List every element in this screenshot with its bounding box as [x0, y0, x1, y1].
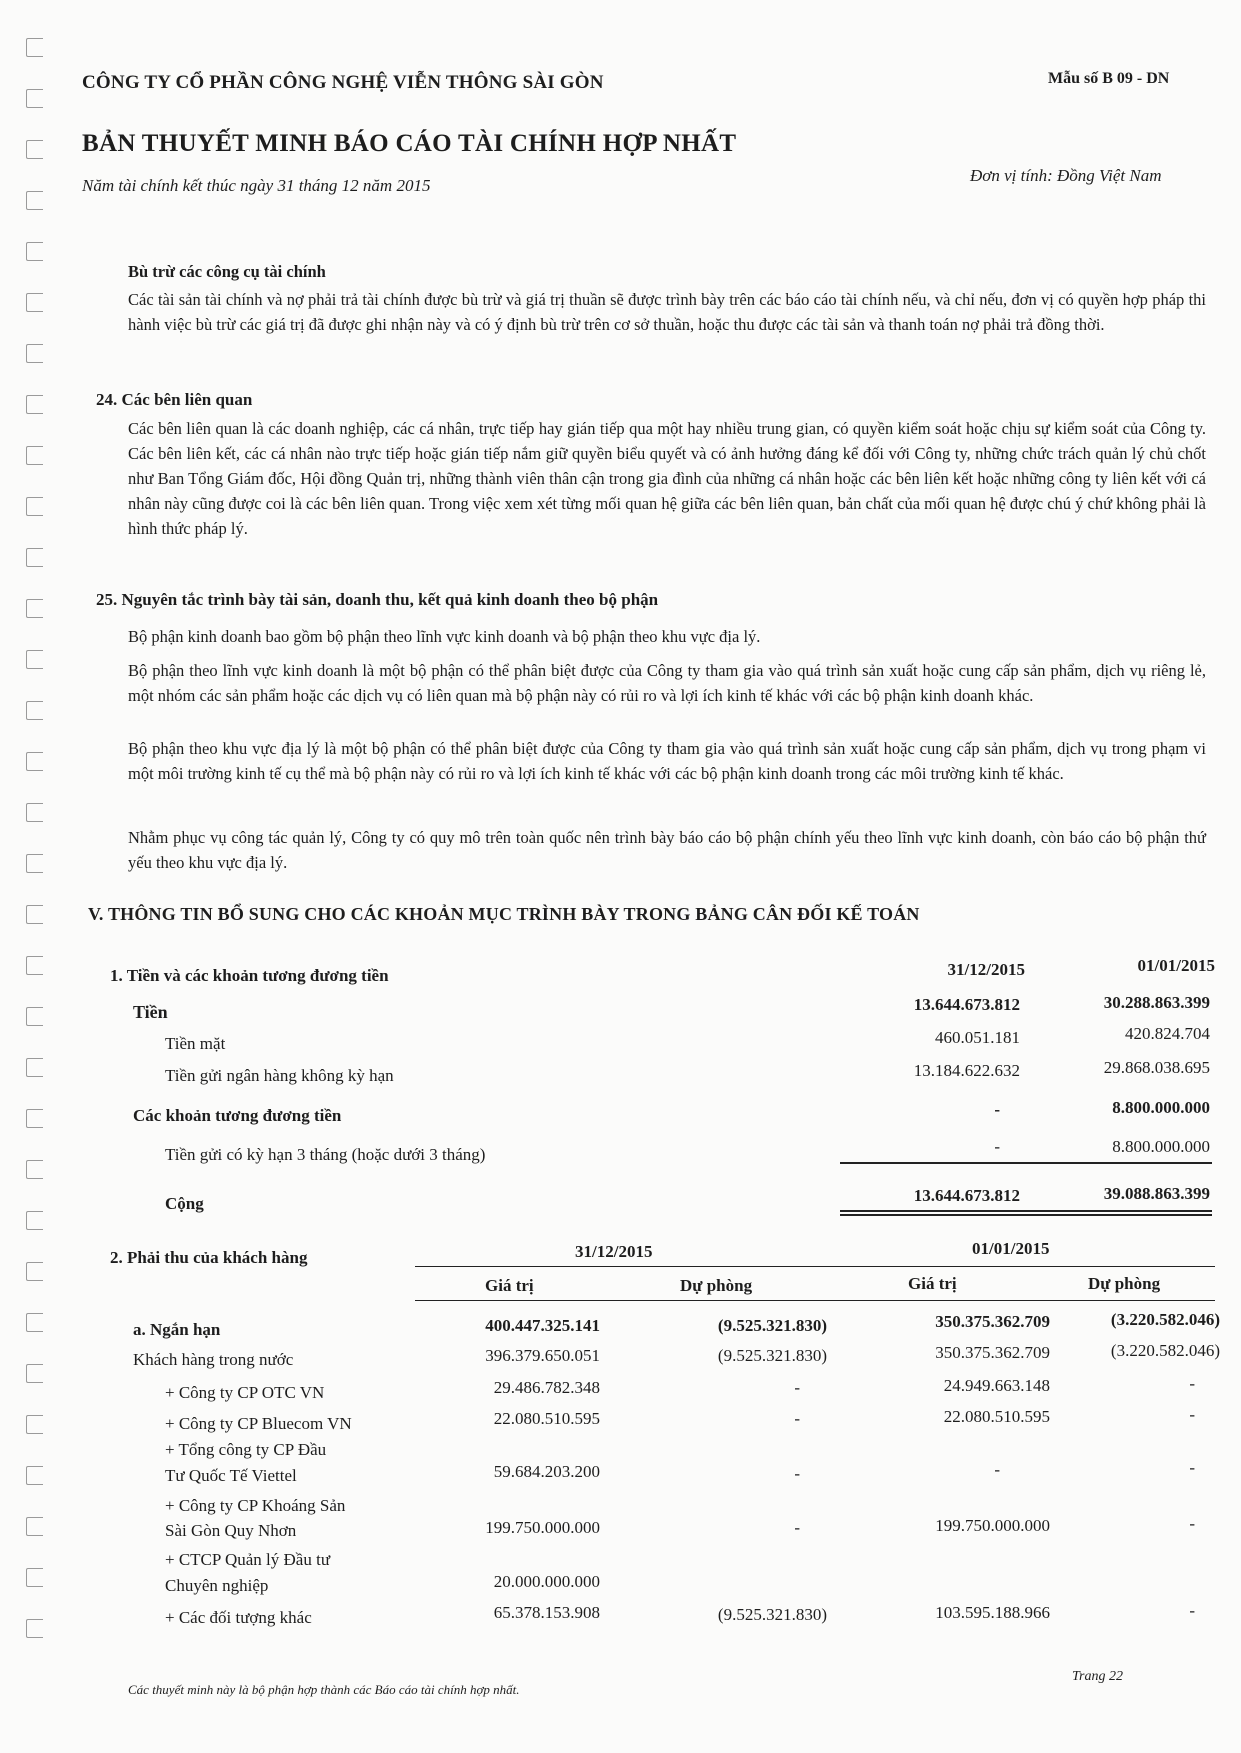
- receivables-subheader-rule: [415, 1300, 1215, 1301]
- receivables-value: 20.000.000.000: [493, 1572, 600, 1591]
- binder-ring: [26, 395, 43, 414]
- receivables-provision: (9.525.321.830): [717, 1605, 827, 1624]
- receivables-value: 400.447.325.141: [485, 1316, 600, 1335]
- binder-ring: [26, 1517, 43, 1536]
- binder-ring: [26, 497, 43, 516]
- cash-row-label: Cộng: [165, 1194, 204, 1213]
- receivables-provision: -: [794, 1518, 800, 1537]
- receivables-sub-provision: Dự phòng: [680, 1276, 753, 1295]
- binder-ring: [26, 38, 43, 57]
- cash-double-rule-1: [840, 1210, 1212, 1212]
- page-number: Trang 22: [1072, 1669, 1123, 1684]
- binder-ring: [26, 344, 43, 363]
- receivables-row-label: + Các đối tượng khác: [165, 1608, 312, 1627]
- receivables-row-label-line1: + Tổng công ty CP Đầu: [165, 1440, 327, 1459]
- receivables-sub-provision: Dự phòng: [1088, 1274, 1161, 1293]
- receivables-value: 199.750.000.000: [935, 1516, 1050, 1535]
- receivables-provision: -: [1189, 1601, 1195, 1620]
- receivables-sub-value: Giá trị: [908, 1274, 957, 1293]
- binder-ring: [26, 1058, 43, 1077]
- cash-row-label: Tiền gửi ngân hàng không kỳ hạn: [165, 1066, 394, 1085]
- footer-note: Các thuyết minh này là bộ phận hợp thành các Báo cáo tài chính hợp nhất.: [128, 1682, 520, 1697]
- receivables-value: 103.595.188.966: [935, 1603, 1050, 1622]
- receivables-provision: -: [794, 1409, 800, 1428]
- binder-ring: [26, 1160, 43, 1179]
- receivables-row-label: + Công ty CP Bluecom VN: [165, 1414, 352, 1433]
- cash-row-label: Các khoản tương đương tiền: [133, 1106, 342, 1125]
- cash-row-value: 30.288.863.399: [1103, 993, 1210, 1012]
- receivables-header-rule: [415, 1266, 1215, 1267]
- company-name: CÔNG TY CỔ PHẦN CÔNG NGHỆ VIỄN THÔNG SÀI GÒN: [82, 72, 604, 93]
- cash-row-value: 13.644.673.812: [913, 1186, 1020, 1205]
- receivables-provision: -: [1189, 1374, 1195, 1393]
- receivables-row-label: + Công ty CP OTC VN: [165, 1383, 325, 1402]
- binder-ring: [26, 1568, 43, 1587]
- receivables-row-label: Khách hàng trong nước: [133, 1350, 294, 1369]
- related-text: Các bên liên quan là các doanh nghiệp, các cá nhân, trực tiếp hay gián tiếp qua một hay nhiều trung gian, có quyền kiểm soát hoặc chịu sự kiểm soát của Công ty. Các bên liên kết, các cá nhân nào trực tiếp hoặc gián tiếp nắm giữ quyền biểu quyết và có ảnh hưởng đáng kể đối với Công ty, những chức trách quản lý chủ chốt như Ban Tổng Giám đốc, Hội đồng Quản trị, những thành viên thân cận trong gia đình của những cá nhân hoặc các bên liên kết hoặc những công ty liên kết với cá nhân này cũng được coi là các bên liên quan. Trong việc xem xét từng mối quan hệ giữa các bên liên quan, bản chất của mối quan hệ được chú ý chứ không phải là hình thức pháp lý.: [128, 419, 1206, 538]
- binder-ring: [26, 650, 43, 669]
- receivables-value: 22.080.510.595: [943, 1407, 1050, 1426]
- cash-row-label: Tiền mặt: [165, 1034, 226, 1053]
- binder-ring: [26, 1415, 43, 1434]
- receivables-value: 59.684.203.200: [493, 1462, 600, 1481]
- receivables-provision: (9.525.321.830): [717, 1316, 827, 1335]
- binder-ring: [26, 599, 43, 618]
- receivables-value: 350.375.362.709: [935, 1312, 1050, 1331]
- receivables-value: 199.750.000.000: [485, 1518, 600, 1537]
- binder-ring: [26, 854, 43, 873]
- cash-row-value: 13.644.673.812: [913, 995, 1020, 1014]
- cash-row-value: 420.824.704: [1125, 1024, 1210, 1043]
- binder-ring: [26, 956, 43, 975]
- receivables-row-label-line2: Chuyên nghiệp: [165, 1576, 269, 1595]
- currency-unit: Đơn vị tính: Đồng Việt Nam: [970, 166, 1162, 185]
- cash-col1-header: 31/12/2015: [947, 960, 1025, 979]
- binder-ring: [26, 752, 43, 771]
- cash-row-value: -: [994, 1100, 1000, 1119]
- receivables-heading: 2. Phải thu của khách hàng: [110, 1248, 308, 1267]
- binder-ring: [26, 191, 43, 210]
- receivables-row-label-line1: + CTCP Quản lý Đầu tư: [165, 1550, 331, 1569]
- receivables-row-label-line2: Sài Gòn Quy Nhơn: [165, 1521, 297, 1540]
- receivables-value: 29.486.782.348: [493, 1378, 600, 1397]
- receivables-row-label: a. Ngắn hạn: [133, 1320, 221, 1339]
- cash-row-value: 39.088.863.399: [1103, 1184, 1210, 1203]
- receivables-provision: (3.220.582.046): [1110, 1310, 1220, 1329]
- cash-row-label: Tiền: [133, 1002, 168, 1022]
- cash-col2-header: 01/01/2015: [1137, 956, 1215, 975]
- binder-ring: [26, 140, 43, 159]
- receivables-provision: (9.525.321.830): [717, 1346, 827, 1365]
- binder-ring: [26, 548, 43, 567]
- binder-ring: [26, 242, 43, 261]
- offset-text: Các tài sản tài chính và nợ phải trả tài chính được bù trừ và giá trị thuần sẽ được trình bày trên các báo cáo tài chính nếu, và chỉ nếu, đơn vị có quyền hợp pháp thi hành việc bù trừ các giá trị đã được ghi nhận này và có ý định bù trừ trên cơ sở thuần, hoặc thu được các tài sản và thanh toán nợ phải trả đồng thời.: [128, 290, 1206, 334]
- binder-ring: [26, 905, 43, 924]
- cash-row-value: 8.800.000.000: [1112, 1098, 1210, 1117]
- binder-ring: [26, 293, 43, 312]
- cash-row-value: 29.868.038.695: [1103, 1058, 1210, 1077]
- cash-row-value: 460.051.181: [935, 1028, 1020, 1047]
- fiscal-year-line: Năm tài chính kết thúc ngày 31 tháng 12 năm 2015: [82, 176, 431, 195]
- receivables-value: -: [994, 1460, 1000, 1479]
- receivables-value: 350.375.362.709: [935, 1343, 1050, 1362]
- binder-holes: [26, 38, 56, 1718]
- offset-heading: Bù trừ các công cụ tài chính: [128, 262, 326, 281]
- receivables-value: 22.080.510.595: [493, 1409, 600, 1428]
- binder-ring: [26, 446, 43, 465]
- segment-p1: Bộ phận kinh doanh bao gồm bộ phận theo lĩnh vực kinh doanh và bộ phận theo khu vực địa lý.: [128, 627, 761, 646]
- receivables-provision: (3.220.582.046): [1110, 1341, 1220, 1360]
- receivables-provision: -: [794, 1378, 800, 1397]
- binder-ring: [26, 1211, 43, 1230]
- receivables-row-label-line2: Tư Quốc Tế Viettel: [165, 1466, 297, 1485]
- binder-ring: [26, 803, 43, 822]
- receivables-value: 65.378.153.908: [493, 1603, 600, 1622]
- receivables-provision: -: [1189, 1514, 1195, 1533]
- segment-heading: 25. Nguyên tắc trình bày tài sản, doanh thu, kết quả kinh doanh theo bộ phận: [96, 590, 659, 609]
- cash-total-rule: [840, 1162, 1212, 1164]
- receivables-row-label-line1: + Công ty CP Khoáng Sản: [165, 1496, 346, 1515]
- receivables-value: 24.949.663.148: [943, 1376, 1050, 1395]
- cash-heading: 1. Tiền và các khoản tương đương tiền: [110, 966, 389, 985]
- receivables-provision: -: [1189, 1405, 1195, 1424]
- section-v-heading: V. THÔNG TIN BỔ SUNG CHO CÁC KHOẢN MỤC TRÌNH BÀY TRONG BẢNG CÂN ĐỐI KẾ TOÁN: [88, 904, 920, 924]
- cash-row-value: 13.184.622.632: [913, 1061, 1020, 1080]
- receivables-provision: -: [794, 1464, 800, 1483]
- cash-row-label: Tiền gửi có kỳ hạn 3 tháng (hoặc dưới 3 tháng): [165, 1145, 486, 1164]
- cash-double-rule-2: [840, 1214, 1212, 1216]
- segment-p2: Bộ phận theo lĩnh vực kinh doanh là một bộ phận có thể phân biệt được của Công ty tham gia vào quá trình sản xuất hoặc cung cấp sản phẩm, dịch vụ riêng lẻ, một nhóm các sản phẩm hoặc các dịch vụ có liên quan mà bộ phận này có rủi ro và lợi ích kinh tế khác với các bộ phận kinh doanh khác.: [128, 661, 1206, 705]
- binder-ring: [26, 701, 43, 720]
- receivables-period1: 31/12/2015: [575, 1242, 653, 1261]
- related-heading: 24. Các bên liên quan: [96, 390, 253, 409]
- binder-ring: [26, 1007, 43, 1026]
- binder-ring: [26, 1313, 43, 1332]
- form-number: Mẫu số B 09 - DN: [1048, 70, 1170, 87]
- binder-ring: [26, 1619, 43, 1638]
- segment-p4: Nhằm phục vụ công tác quản lý, Công ty có quy mô trên toàn quốc nên trình bày báo cáo bộ phận chính yếu theo lĩnh vực kinh doanh, còn báo cáo bộ phận thứ yếu theo khu vực địa lý.: [128, 828, 1206, 872]
- binder-ring: [26, 1466, 43, 1485]
- binder-ring: [26, 1109, 43, 1128]
- segment-p3: Bộ phận theo khu vực địa lý là một bộ phận có thể phân biệt được của Công ty tham gia vào quá trình sản xuất hoặc cung cấp sản phẩm, dịch vụ trong phạm vi một môi trường kinh tế cụ thể mà bộ phận này có rủi ro và lợi ích kinh tế khác với các bộ phận kinh doanh trong các môi trường kinh tế khác.: [128, 739, 1206, 783]
- receivables-sub-value: Giá trị: [485, 1276, 534, 1295]
- cash-row-value: 8.800.000.000: [1112, 1137, 1210, 1156]
- receivables-value: 396.379.650.051: [485, 1346, 600, 1365]
- report-title: BẢN THUYẾT MINH BÁO CÁO TÀI CHÍNH HỢP NHẤT: [82, 130, 737, 157]
- binder-ring: [26, 89, 43, 108]
- binder-ring: [26, 1364, 43, 1383]
- cash-row-value: -: [994, 1137, 1000, 1156]
- receivables-provision: -: [1189, 1458, 1195, 1477]
- receivables-period2: 01/01/2015: [972, 1239, 1050, 1258]
- binder-ring: [26, 1262, 43, 1281]
